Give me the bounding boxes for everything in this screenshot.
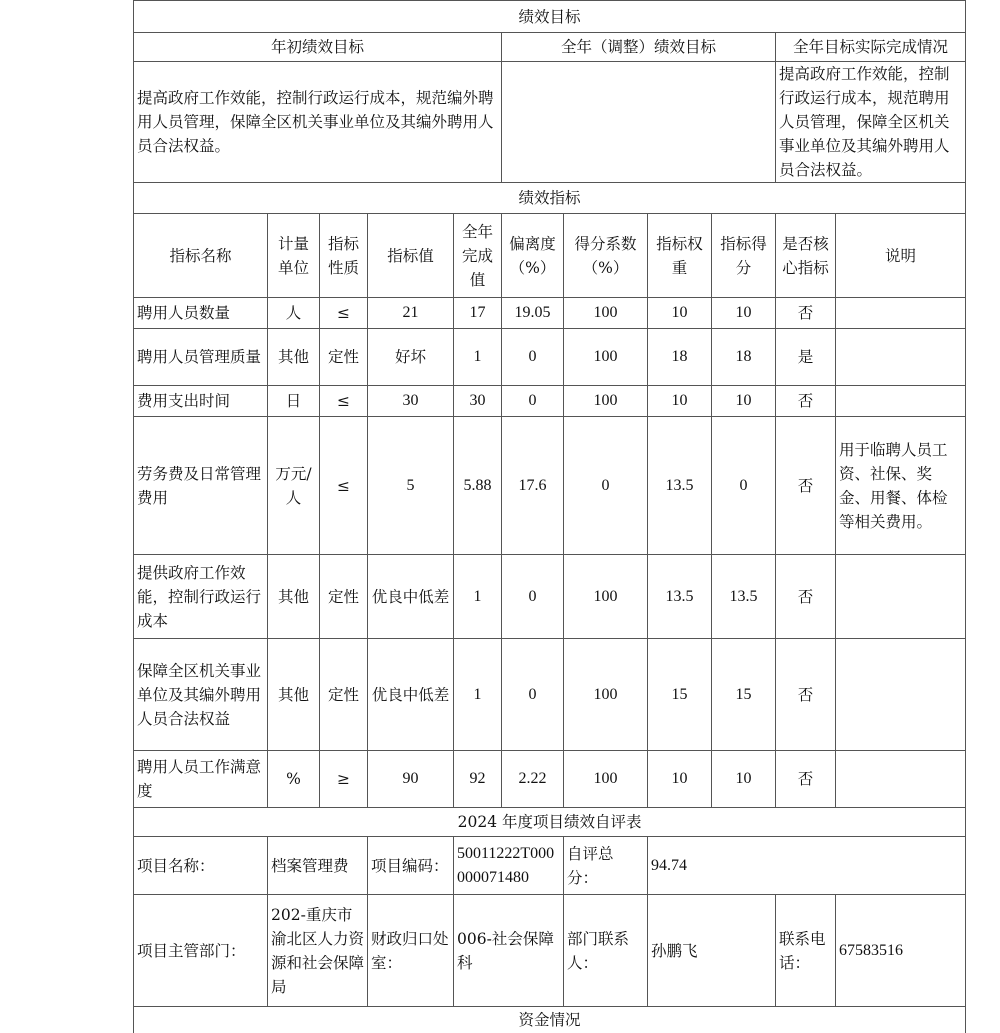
- indicator-core: 否: [776, 298, 836, 329]
- indicator-target: 30: [368, 386, 454, 417]
- indicator-coefficient: 0: [564, 417, 648, 555]
- indicator-score: 18: [712, 329, 776, 386]
- indicator-core: 否: [776, 639, 836, 751]
- indicator-nature: 定性: [320, 639, 368, 751]
- contact-label: 部门联系人：: [564, 895, 648, 1007]
- indicators-header: 绩效指标: [134, 183, 966, 214]
- indicator-weight: 13.5: [648, 555, 712, 639]
- table-row: [134, 386, 966, 417]
- indicator-coefficient: 100: [564, 329, 648, 386]
- indicator-note: [836, 298, 966, 329]
- indicator-score: 0: [712, 417, 776, 555]
- indicator-actual: 1: [454, 555, 502, 639]
- indicator-target: 90: [368, 751, 454, 808]
- indicator-unit: 万元/人: [268, 417, 320, 555]
- indicator-deviation: 0: [502, 639, 564, 751]
- adjusted-goal-text: [502, 62, 776, 183]
- indicator-core: 是: [776, 329, 836, 386]
- indicator-note: [836, 751, 966, 808]
- finance-office-value: 006-社会保障科: [454, 895, 564, 1007]
- indicator-nature: ≥: [320, 751, 368, 808]
- indicator-deviation: 17.6: [502, 417, 564, 555]
- indicator-weight: 18: [648, 329, 712, 386]
- project-code-value: 50011222T000000071480: [454, 837, 564, 895]
- indicator-actual: 5.88: [454, 417, 502, 555]
- indicator-unit: 人: [268, 298, 320, 329]
- indicator-deviation: 19.05: [502, 298, 564, 329]
- indicator-target: 好坏: [368, 329, 454, 386]
- indicator-coefficient: 100: [564, 555, 648, 639]
- project-code-label: 项目编码：: [368, 837, 454, 895]
- indicator-deviation: 0: [502, 329, 564, 386]
- indicator-weight: 13.5: [648, 417, 712, 555]
- column-header: 得分系数（%）: [564, 214, 648, 298]
- project-title: 2024 年度项目绩效自评表: [134, 808, 966, 837]
- goals-header: 绩效目标: [134, 1, 966, 33]
- column-header: 是否核心指标: [776, 214, 836, 298]
- indicator-core: 否: [776, 751, 836, 808]
- column-header: 说明: [836, 214, 966, 298]
- table-row: [134, 555, 966, 639]
- indicator-weight: 10: [648, 386, 712, 417]
- table-row: [134, 417, 966, 555]
- indicator-score: 13.5: [712, 555, 776, 639]
- indicator-name: 聘用人员数量: [134, 298, 268, 329]
- indicator-core: 否: [776, 417, 836, 555]
- column-header: 全年完成值: [454, 214, 502, 298]
- table-row: [134, 298, 966, 329]
- finance-office-label: 财政归口处室：: [368, 895, 454, 1007]
- col-initial-goal-header: 年初绩效目标: [134, 33, 502, 62]
- project-name-value: 档案管理费: [268, 837, 368, 895]
- indicator-unit: 其他: [268, 555, 320, 639]
- indicator-score: 10: [712, 298, 776, 329]
- dept-value: 202-重庆市渝北区人力资源和社会保障局: [268, 895, 368, 1007]
- indicator-nature: ≤: [320, 417, 368, 555]
- col-actual-goal-header: 全年目标实际完成情况: [776, 33, 966, 62]
- indicator-name: 劳务费及日常管理费用: [134, 417, 268, 555]
- indicator-nature: ≤: [320, 386, 368, 417]
- table-row: [134, 329, 966, 386]
- funds-header: 资金情况: [134, 1007, 966, 1033]
- indicator-deviation: 0: [502, 386, 564, 417]
- indicator-coefficient: 100: [564, 298, 648, 329]
- evaluation-sheet: [133, 0, 965, 1033]
- indicator-coefficient: 100: [564, 751, 648, 808]
- actual-goal-text: 提高政府工作效能，控制行政运行成本，规范聘用人员管理，保障全区机关事业单位及其编外聘用人员合法权益。: [776, 62, 966, 183]
- indicator-note: [836, 555, 966, 639]
- indicator-note: [836, 386, 966, 417]
- indicator-actual: 1: [454, 639, 502, 751]
- indicator-name: 保障全区机关事业单位及其编外聘用人员合法权益: [134, 639, 268, 751]
- indicator-coefficient: 100: [564, 386, 648, 417]
- indicator-weight: 10: [648, 298, 712, 329]
- indicator-nature: ≤: [320, 298, 368, 329]
- column-header: 指标值: [368, 214, 454, 298]
- indicator-unit: 其他: [268, 329, 320, 386]
- indicator-note: [836, 329, 966, 386]
- indicator-unit: %: [268, 751, 320, 808]
- column-header: 偏离度（%）: [502, 214, 564, 298]
- contact-value: 孙鹏飞: [648, 895, 776, 1007]
- column-header: 计量单位: [268, 214, 320, 298]
- column-header: 指标权重: [648, 214, 712, 298]
- indicator-actual: 30: [454, 386, 502, 417]
- indicator-target: 优良中低差: [368, 555, 454, 639]
- self-score-value: 94.74: [648, 837, 966, 895]
- indicator-name: 聘用人员工作满意度: [134, 751, 268, 808]
- indicator-target: 5: [368, 417, 454, 555]
- indicator-note: 用于临聘人员工资、社保、奖金、用餐、体检等相关费用。: [836, 417, 966, 555]
- col-adjusted-goal-header: 全年（调整）绩效目标: [502, 33, 776, 62]
- table-row: [134, 751, 966, 808]
- indicator-score: 10: [712, 751, 776, 808]
- indicator-core: 否: [776, 555, 836, 639]
- indicator-actual: 92: [454, 751, 502, 808]
- column-header: 指标名称: [134, 214, 268, 298]
- indicator-name: 提供政府工作效能，控制行政运行成本: [134, 555, 268, 639]
- table-row: [134, 639, 966, 751]
- indicator-nature: 定性: [320, 555, 368, 639]
- indicator-deviation: 2.22: [502, 751, 564, 808]
- dept-label: 项目主管部门：: [134, 895, 268, 1007]
- indicator-weight: 10: [648, 751, 712, 808]
- self-score-label: 自评总分：: [564, 837, 648, 895]
- column-header: 指标得分: [712, 214, 776, 298]
- indicator-coefficient: 100: [564, 639, 648, 751]
- indicator-weight: 15: [648, 639, 712, 751]
- indicator-deviation: 0: [502, 555, 564, 639]
- indicator-target: 优良中低差: [368, 639, 454, 751]
- indicator-note: [836, 639, 966, 751]
- evaluation-table: [133, 0, 966, 1033]
- indicator-score: 10: [712, 386, 776, 417]
- indicator-name: 费用支出时间: [134, 386, 268, 417]
- column-header: 指标性质: [320, 214, 368, 298]
- initial-goal-text: 提高政府工作效能，控制行政运行成本，规范编外聘用人员管理，保障全区机关事业单位及其编外聘用人员合法权益。: [134, 62, 502, 183]
- indicator-actual: 17: [454, 298, 502, 329]
- indicator-score: 15: [712, 639, 776, 751]
- indicator-unit: 日: [268, 386, 320, 417]
- phone-value: 67583516: [836, 895, 966, 1007]
- indicator-actual: 1: [454, 329, 502, 386]
- indicator-core: 否: [776, 386, 836, 417]
- indicator-target: 21: [368, 298, 454, 329]
- phone-label: 联系电话：: [776, 895, 836, 1007]
- indicator-nature: 定性: [320, 329, 368, 386]
- indicator-unit: 其他: [268, 639, 320, 751]
- project-name-label: 项目名称：: [134, 837, 268, 895]
- indicator-name: 聘用人员管理质量: [134, 329, 268, 386]
